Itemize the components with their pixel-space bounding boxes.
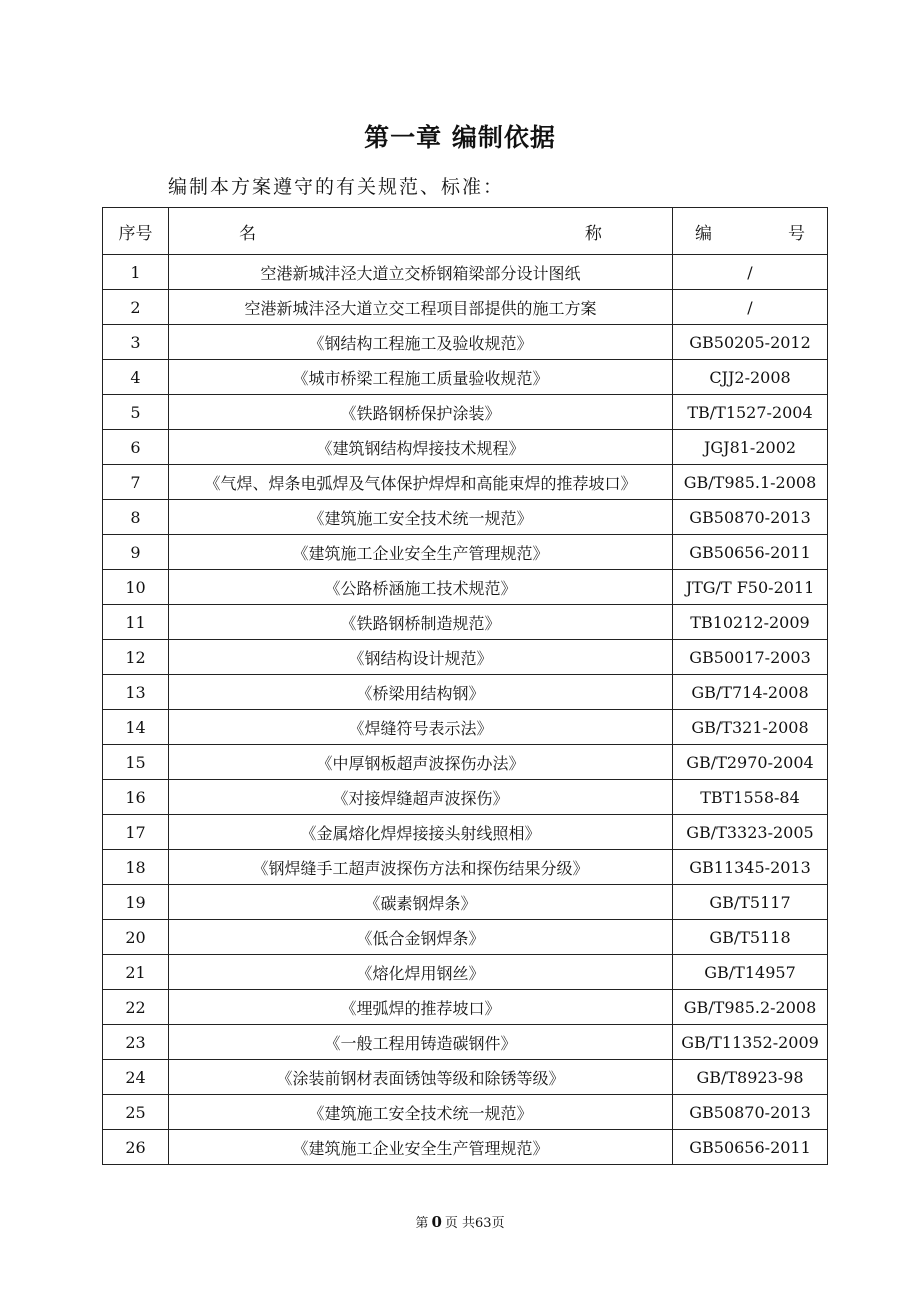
cell-code: GB/T8923-98 [673,1060,828,1095]
cell-no: 21 [103,955,169,990]
cell-code: GB/T5117 [673,885,828,920]
cell-name: 《建筑施工企业安全生产管理规范》 [169,535,673,570]
cell-no: 23 [103,1025,169,1060]
table-row [103,430,828,465]
cell-code: GB50205-2012 [673,325,828,360]
cell-code: GB/T2970-2004 [673,745,828,780]
cell-code: / [673,290,828,325]
cell-no: 16 [103,780,169,815]
table-header-row [103,208,828,255]
cell-name: 《建筑钢结构焊接技术规程》 [169,430,673,465]
cell-no: 22 [103,990,169,1025]
cell-code: GB50656-2011 [673,1130,828,1165]
cell-code: GB/T11352-2009 [673,1025,828,1060]
cell-name: 《钢焊缝手工超声波探伤方法和探伤结果分级》 [169,850,673,885]
cell-code: GB50656-2011 [673,535,828,570]
cell-no: 13 [103,675,169,710]
cell-no: 19 [103,885,169,920]
cell-name: 《建筑施工安全技术统一规范》 [169,1095,673,1130]
cell-name: 《钢结构设计规范》 [169,640,673,675]
cell-no: 26 [103,1130,169,1165]
cell-no: 6 [103,430,169,465]
table-row [103,1025,828,1060]
cell-code: GB11345-2013 [673,850,828,885]
cell-name: 《公路桥涵施工技术规范》 [169,570,673,605]
cell-name: 《金属熔化焊焊接接头射线照相》 [169,815,673,850]
cell-no: 4 [103,360,169,395]
table-row [103,745,828,780]
table-row [103,1130,828,1165]
cell-no: 18 [103,850,169,885]
table-row [103,955,828,990]
cell-name: 《建筑施工企业安全生产管理规范》 [169,1130,673,1165]
table-row [103,990,828,1025]
cell-name: 《一般工程用铸造碳钢件》 [169,1025,673,1060]
cell-no: 7 [103,465,169,500]
cell-no: 20 [103,920,169,955]
cell-name: 《建筑施工安全技术统一规范》 [169,500,673,535]
table-row [103,395,828,430]
cell-code: GB50870-2013 [673,1095,828,1130]
cell-name: 《焊缝符号表示法》 [169,710,673,745]
table-row [103,1060,828,1095]
table-row [103,465,828,500]
table-row [103,255,828,290]
cell-name: 《碳素钢焊条》 [169,885,673,920]
cell-no: 25 [103,1095,169,1130]
chapter-title: 第一章 编制依据 [364,123,556,152]
header-code-right: 号 [788,223,805,244]
cell-code: GB50870-2013 [673,500,828,535]
cell-code: GB/T3323-2005 [673,815,828,850]
cell-no: 15 [103,745,169,780]
header-code [673,208,828,255]
table-row [103,850,828,885]
header-name-left: 名 [239,223,257,244]
cell-code: TBT1558-84 [673,780,828,815]
footer-suffix: 页 [491,1216,505,1231]
table-row [103,325,828,360]
cell-code: JGJ81-2002 [673,430,828,465]
cell-code: GB/T714-2008 [673,675,828,710]
header-code-left: 编 [695,223,712,244]
cell-name: 空港新城沣泾大道立交桥钢箱梁部分设计图纸 [169,255,673,290]
cell-code: GB/T14957 [673,955,828,990]
header-name [169,208,673,255]
table-row [103,640,828,675]
cell-code: JTG/T F50-2011 [673,570,828,605]
cell-no: 12 [103,640,169,675]
cell-name: 《埋弧焊的推荐坡口》 [169,990,673,1025]
cell-name: 《气焊、焊条电弧焊及气体保护焊焊和高能束焊的推荐坡口》 [169,465,673,500]
cell-no: 9 [103,535,169,570]
cell-no: 1 [103,255,169,290]
cell-name: 《对接焊缝超声波探伤》 [169,780,673,815]
footer-middle: 页 共 [444,1216,476,1231]
table-row [103,675,828,710]
cell-name: 空港新城沣泾大道立交工程项目部提供的施工方案 [169,290,673,325]
cell-code: GB/T985.2-2008 [673,990,828,1025]
table-row [103,1095,828,1130]
cell-code: TB10212-2009 [673,605,828,640]
cell-name: 《城市桥梁工程施工质量验收规范》 [169,360,673,395]
cell-code: CJJ2-2008 [673,360,828,395]
cell-name: 《铁路钢桥制造规范》 [169,605,673,640]
cell-no: 14 [103,710,169,745]
table-row [103,535,828,570]
cell-no: 5 [103,395,169,430]
table-row [103,290,828,325]
cell-code: GB/T5118 [673,920,828,955]
cell-code: GB50017-2003 [673,640,828,675]
footer-page-number: 0 [431,1213,442,1231]
cell-name: 《低合金钢焊条》 [169,920,673,955]
header-name-right: 称 [584,223,602,244]
cell-name: 《中厚钢板超声波探伤办法》 [169,745,673,780]
footer-prefix: 第 [415,1216,429,1231]
table-row [103,885,828,920]
cell-code: GB/T985.1-2008 [673,465,828,500]
table-row [103,780,828,815]
cell-code: TB/T1527-2004 [673,395,828,430]
standards-table [102,207,828,1165]
table-row [103,500,828,535]
table-row [103,815,828,850]
cell-code: / [673,255,828,290]
table-row [103,605,828,640]
header-no: 序号 [103,208,169,255]
cell-no: 11 [103,605,169,640]
table-row [103,710,828,745]
table-row [103,920,828,955]
cell-no: 10 [103,570,169,605]
cell-name: 《熔化焊用钢丝》 [169,955,673,990]
cell-code: GB/T321-2008 [673,710,828,745]
cell-name: 《桥梁用结构钢》 [169,675,673,710]
page-footer [0,1212,920,1231]
table-row [103,570,828,605]
cell-no: 2 [103,290,169,325]
table-row [103,360,828,395]
cell-no: 3 [103,325,169,360]
cell-no: 8 [103,500,169,535]
cell-name: 《钢结构工程施工及验收规范》 [169,325,673,360]
intro-text: 编制本方案遵守的有关规范、标准： [168,176,505,198]
cell-no: 24 [103,1060,169,1095]
cell-name: 《铁路钢桥保护涂装》 [169,395,673,430]
footer-total: 63 [475,1216,492,1231]
cell-no: 17 [103,815,169,850]
cell-name: 《涂装前钢材表面锈蚀等级和除锈等级》 [169,1060,673,1095]
